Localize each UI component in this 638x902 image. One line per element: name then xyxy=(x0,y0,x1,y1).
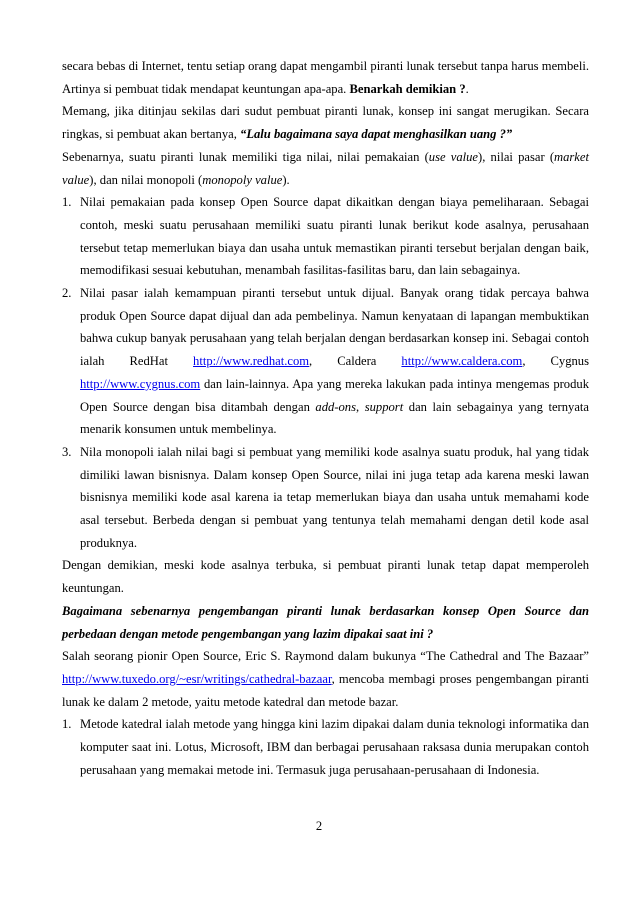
link-redhat[interactable]: http://www.redhat.com xyxy=(193,354,310,369)
paragraph-raymond: Salah seorang pionir Open Source, Eric S. Raymond dalam bukunya “The Cathedral and The Bazaar” http://www.tuxedo.org/~esr/writings/cathedral-bazaar, mencoba membagi proses pengembangan piranti lunak ke dalam 2 metode, yaitu metode katedral dan metode bazar. xyxy=(62,649,589,709)
list-number: 2. xyxy=(62,286,72,301)
paragraph-intro: secara bebas di Internet, tentu setiap orang dapat mengambil piranti lunak tersebut tanpa harus membeli. Artinya si pembuat tidak mendapat keuntungan apa-apa. Benarkah demikian ?. xyxy=(62,59,589,96)
page-number: 2 xyxy=(315,819,323,833)
paragraph-question: Memang, jika ditinjau sekilas dari sudut pembuat piranti lunak, konsep ini sangat merugikan. Secara ringkas, si pembuat akan bertanya, “Lalu bagaimana saya dapat menghasilkan uang ?” xyxy=(62,104,589,142)
link-caldera[interactable]: http://www.caldera.com xyxy=(401,354,523,369)
paragraph-three-values: Sebenarnya, suatu piranti lunak memiliki tiga nilai, nilai pemakaian (use value), nilai pasar (market value), dan nilai monopoli (monopoly value). xyxy=(62,149,589,187)
heading-question: Bagaimana sebenarnya pengembangan piranti lunak berdasarkan konsep Open Source dan perbedaan dengan metode pengembangan yang lazim dipakai saat ini ? xyxy=(62,603,589,641)
list-number: 3. xyxy=(62,444,72,459)
list-item-cathedral: 1. Metode katedral ialah metode yang hingga kini lazim dipakai dalam dunia teknologi informatika dan komputer saat ini. Lotus, Microsoft, IBM dan berbagai perusahaan raksasa dunia merupakan contoh perusahaan yang memakai metode ini. Termasuk juga perusahaan-perusahaan di Indonesia. xyxy=(62,713,589,781)
list-number: 1. xyxy=(62,717,72,732)
link-cathedral-bazaar[interactable]: http://www.tuxedo.org/~esr/writings/cathedral-bazaar xyxy=(62,671,332,686)
list-number: 1. xyxy=(62,195,72,210)
link-cygnus[interactable]: http://www.cygnus.com xyxy=(80,376,201,391)
list-item-market-value: 2. Nilai pasar ialah kemampuan piranti tersebut untuk dijual. Banyak orang tidak percaya bahwa produk Open Source dapat dijual dan ada pembelinya. Namun kenyataan di lapangan membuktikan bahwa cukup banyak perusahaan yang telah berjalan dengan berdasarkan konsep ini. Sebagai contoh ialah RedHat http://www.redhat.com, Caldera http://www.caldera.com, Cygnus http://www.cygnus.com dan lain-lainnya. Apa yang mereka lakukan pada intinya mengemas produk Open Source dengan bisa ditambah dengan add-ons, support dan lain sebagainya yang ternyata menarik konsumen untuk membelinya. xyxy=(62,282,589,441)
emphasis-quote: “Lalu bagaimana saya dapat menghasilkan uang ?” xyxy=(240,127,513,142)
list-item-use-value: 1. Nilai pemakaian pada konsep Open Source dapat dikaitkan dengan biaya pemeliharaan. Sebagai contoh, meski suatu perusahaan memiliki suatu piranti lunak berikut kode asalnya, perusahaan tersebut tetap memerlukan biaya dan usaha untuk memastikan piranti tersebut berjalan dengan baik, memodifikasi sesuai kebutuhan, menambah fasilitas-fasilitas baru, dan lain sebagainya. xyxy=(62,191,589,282)
paragraph-conclusion: Dengan demikian, meski kode asalnya terbuka, si pembuat piranti lunak tetap dapat memperoleh keuntungan. xyxy=(62,558,589,596)
document-page xyxy=(62,55,589,782)
emphasis-question: Benarkah demikian ? xyxy=(349,81,466,96)
list-item-monopoly-value: 3. Nila monopoli ialah nilai bagi si pembuat yang memiliki kode asalnya suatu produk, hal yang tidak dimiliki lawan bisnisnya. Dalam konsep Open Source, nilai ini juga tetap ada karena meski lawan bisnisnya memiliki kode asal karena ia tetap memerlukan biaya dan usaha untuk memahami kode asal tersebut. Berbeda dengan si pembuat yang tentunya telah memahami dengan detil kode asal produknya. xyxy=(62,441,589,555)
